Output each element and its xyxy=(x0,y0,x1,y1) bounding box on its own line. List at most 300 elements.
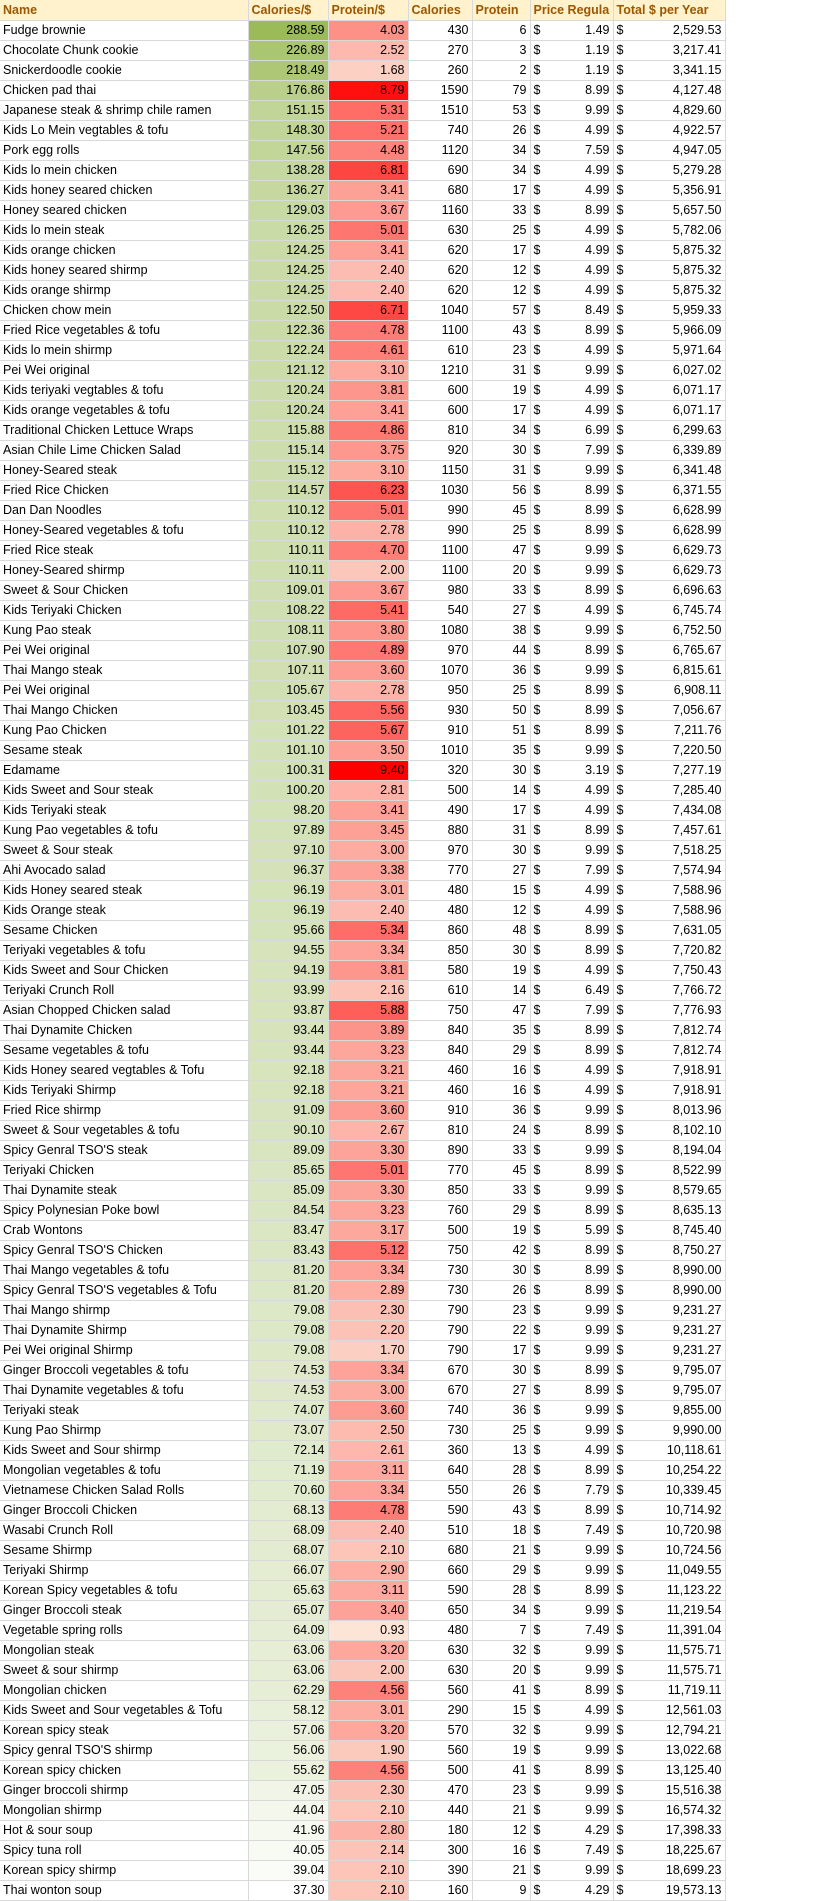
cell-name[interactable]: Edamame xyxy=(0,760,248,780)
cell-protein[interactable]: 24 xyxy=(472,1120,530,1140)
cell-name[interactable]: Spicy tuna roll xyxy=(0,1840,248,1860)
cell-protein[interactable]: 27 xyxy=(472,600,530,620)
cell-total-per-year[interactable] xyxy=(613,1720,725,1740)
cell-total-per-year[interactable] xyxy=(613,1460,725,1480)
cell-calories-per-dollar[interactable]: 83.47 xyxy=(248,1220,328,1240)
cell-protein[interactable]: 25 xyxy=(472,520,530,540)
cell-protein[interactable]: 19 xyxy=(472,960,530,980)
cell-protein[interactable]: 12 xyxy=(472,260,530,280)
cell-price[interactable] xyxy=(530,1360,613,1380)
cell-protein-per-dollar[interactable]: 1.90 xyxy=(328,1740,408,1760)
cell-calories-per-dollar[interactable]: 122.36 xyxy=(248,320,328,340)
cell-protein[interactable]: 30 xyxy=(472,1360,530,1380)
cell-calories[interactable]: 550 xyxy=(408,1480,472,1500)
cell-price[interactable] xyxy=(530,1200,613,1220)
cell-total-per-year[interactable] xyxy=(613,1620,725,1640)
cell-protein[interactable]: 44 xyxy=(472,640,530,660)
cell-protein-per-dollar[interactable]: 4.48 xyxy=(328,140,408,160)
cell-calories-per-dollar[interactable]: 37.30 xyxy=(248,1880,328,1900)
cell-price[interactable] xyxy=(530,620,613,640)
cell-protein-per-dollar[interactable]: 5.88 xyxy=(328,1000,408,1020)
cell-protein-per-dollar[interactable]: 3.67 xyxy=(328,580,408,600)
cell-calories-per-dollar[interactable]: 124.25 xyxy=(248,280,328,300)
cell-protein[interactable]: 30 xyxy=(472,1260,530,1280)
cell-protein-per-dollar[interactable]: 4.03 xyxy=(328,20,408,40)
cell-total-per-year[interactable] xyxy=(613,340,725,360)
cell-calories-per-dollar[interactable]: 55.62 xyxy=(248,1760,328,1780)
cell-calories-per-dollar[interactable]: 100.31 xyxy=(248,760,328,780)
cell-protein-per-dollar[interactable]: 3.10 xyxy=(328,360,408,380)
cell-protein-per-dollar[interactable]: 3.81 xyxy=(328,960,408,980)
cell-protein[interactable]: 23 xyxy=(472,1300,530,1320)
cell-total-per-year[interactable] xyxy=(613,1380,725,1400)
header-price[interactable]: Price Regula xyxy=(530,0,613,20)
cell-price[interactable] xyxy=(530,1440,613,1460)
cell-protein[interactable]: 34 xyxy=(472,160,530,180)
cell-calories[interactable]: 510 xyxy=(408,1520,472,1540)
cell-protein-per-dollar[interactable]: 2.40 xyxy=(328,900,408,920)
cell-name[interactable]: Kids lo mein chicken xyxy=(0,160,248,180)
cell-protein-per-dollar[interactable]: 2.16 xyxy=(328,980,408,1000)
cell-protein-per-dollar[interactable]: 3.10 xyxy=(328,460,408,480)
cell-total-per-year[interactable] xyxy=(613,260,725,280)
cell-price[interactable] xyxy=(530,600,613,620)
cell-calories-per-dollar[interactable]: 58.12 xyxy=(248,1700,328,1720)
cell-protein[interactable]: 32 xyxy=(472,1640,530,1660)
cell-price[interactable] xyxy=(530,980,613,1000)
cell-price[interactable] xyxy=(530,1060,613,1080)
cell-total-per-year[interactable] xyxy=(613,520,725,540)
cell-calories[interactable]: 760 xyxy=(408,1200,472,1220)
cell-protein-per-dollar[interactable]: 5.41 xyxy=(328,600,408,620)
cell-price[interactable] xyxy=(530,880,613,900)
cell-calories[interactable]: 290 xyxy=(408,1700,472,1720)
cell-calories[interactable]: 1100 xyxy=(408,560,472,580)
cell-calories[interactable]: 390 xyxy=(408,1860,472,1880)
cell-protein[interactable]: 34 xyxy=(472,140,530,160)
cell-name[interactable]: Ginger Broccoli vegetables & tofu xyxy=(0,1360,248,1380)
cell-calories[interactable]: 740 xyxy=(408,1400,472,1420)
cell-protein-per-dollar[interactable]: 3.21 xyxy=(328,1080,408,1100)
cell-calories[interactable]: 560 xyxy=(408,1740,472,1760)
cell-protein-per-dollar[interactable]: 4.86 xyxy=(328,420,408,440)
cell-total-per-year[interactable] xyxy=(613,1020,725,1040)
cell-total-per-year[interactable] xyxy=(613,1180,725,1200)
cell-protein-per-dollar[interactable]: 2.90 xyxy=(328,1560,408,1580)
cell-protein[interactable]: 29 xyxy=(472,1040,530,1060)
cell-total-per-year[interactable] xyxy=(613,760,725,780)
cell-price[interactable] xyxy=(530,960,613,980)
cell-protein[interactable]: 30 xyxy=(472,940,530,960)
cell-protein[interactable]: 17 xyxy=(472,800,530,820)
cell-calories-per-dollar[interactable]: 74.07 xyxy=(248,1400,328,1420)
cell-protein-per-dollar[interactable]: 4.89 xyxy=(328,640,408,660)
cell-calories[interactable]: 620 xyxy=(408,260,472,280)
cell-price[interactable] xyxy=(530,1840,613,1860)
cell-calories[interactable]: 360 xyxy=(408,1440,472,1460)
cell-price[interactable] xyxy=(530,100,613,120)
cell-name[interactable]: Kids Honey seared vegtables & Tofu xyxy=(0,1060,248,1080)
cell-price[interactable] xyxy=(530,920,613,940)
cell-price[interactable] xyxy=(530,1640,613,1660)
cell-calories[interactable]: 630 xyxy=(408,1660,472,1680)
cell-total-per-year[interactable] xyxy=(613,800,725,820)
cell-protein-per-dollar[interactable]: 3.41 xyxy=(328,800,408,820)
cell-name[interactable]: Sesame vegetables & tofu xyxy=(0,1040,248,1060)
cell-protein[interactable]: 42 xyxy=(472,1240,530,1260)
cell-protein[interactable]: 14 xyxy=(472,780,530,800)
cell-protein-per-dollar[interactable]: 5.01 xyxy=(328,1160,408,1180)
cell-protein[interactable]: 31 xyxy=(472,360,530,380)
cell-calories-per-dollar[interactable]: 93.99 xyxy=(248,980,328,1000)
cell-protein[interactable]: 33 xyxy=(472,1180,530,1200)
cell-protein[interactable]: 21 xyxy=(472,1800,530,1820)
cell-calories[interactable]: 730 xyxy=(408,1420,472,1440)
cell-calories[interactable]: 580 xyxy=(408,960,472,980)
cell-name[interactable]: Ginger Broccoli steak xyxy=(0,1600,248,1620)
cell-total-per-year[interactable] xyxy=(613,1100,725,1120)
cell-total-per-year[interactable] xyxy=(613,560,725,580)
cell-name[interactable]: Sweet & Sour Chicken xyxy=(0,580,248,600)
cell-total-per-year[interactable] xyxy=(613,280,725,300)
cell-name[interactable]: Kids orange vegetables & tofu xyxy=(0,400,248,420)
cell-price[interactable] xyxy=(530,720,613,740)
cell-calories[interactable]: 1070 xyxy=(408,660,472,680)
cell-total-per-year[interactable] xyxy=(613,1640,725,1660)
cell-protein[interactable]: 19 xyxy=(472,380,530,400)
cell-protein-per-dollar[interactable]: 5.12 xyxy=(328,1240,408,1260)
cell-calories[interactable]: 620 xyxy=(408,280,472,300)
cell-name[interactable]: Sweet & sour shirmp xyxy=(0,1660,248,1680)
cell-protein-per-dollar[interactable]: 4.78 xyxy=(328,1500,408,1520)
cell-total-per-year[interactable] xyxy=(613,940,725,960)
cell-calories[interactable]: 1210 xyxy=(408,360,472,380)
cell-calories[interactable]: 1160 xyxy=(408,200,472,220)
cell-protein-per-dollar[interactable]: 4.70 xyxy=(328,540,408,560)
cell-total-per-year[interactable] xyxy=(613,1080,725,1100)
cell-protein-per-dollar[interactable]: 3.20 xyxy=(328,1640,408,1660)
cell-price[interactable] xyxy=(530,1880,613,1900)
cell-name[interactable]: Kids orange chicken xyxy=(0,240,248,260)
cell-protein[interactable]: 43 xyxy=(472,320,530,340)
cell-price[interactable] xyxy=(530,260,613,280)
cell-calories[interactable]: 500 xyxy=(408,1760,472,1780)
cell-protein-per-dollar[interactable]: 2.10 xyxy=(328,1540,408,1560)
cell-calories[interactable]: 950 xyxy=(408,680,472,700)
cell-protein-per-dollar[interactable]: 2.10 xyxy=(328,1860,408,1880)
cell-name[interactable]: Thai Dynamite steak xyxy=(0,1180,248,1200)
cell-price[interactable] xyxy=(530,1280,613,1300)
cell-price[interactable] xyxy=(530,1760,613,1780)
cell-protein[interactable]: 48 xyxy=(472,920,530,940)
cell-price[interactable] xyxy=(530,220,613,240)
header-protein-per-dollar[interactable]: Protein/$ xyxy=(328,0,408,20)
cell-protein-per-dollar[interactable]: 1.70 xyxy=(328,1340,408,1360)
cell-calories[interactable]: 590 xyxy=(408,1580,472,1600)
cell-total-per-year[interactable] xyxy=(613,1000,725,1020)
cell-total-per-year[interactable] xyxy=(613,1060,725,1080)
cell-name[interactable]: Kids Sweet and Sour shirmp xyxy=(0,1440,248,1460)
cell-price[interactable] xyxy=(530,900,613,920)
cell-name[interactable]: Pei Wei original xyxy=(0,680,248,700)
cell-price[interactable] xyxy=(530,680,613,700)
cell-calories-per-dollar[interactable]: 70.60 xyxy=(248,1480,328,1500)
cell-calories-per-dollar[interactable]: 93.87 xyxy=(248,1000,328,1020)
cell-total-per-year[interactable] xyxy=(613,120,725,140)
cell-protein-per-dollar[interactable]: 5.67 xyxy=(328,720,408,740)
cell-price[interactable] xyxy=(530,20,613,40)
cell-calories[interactable]: 630 xyxy=(408,220,472,240)
cell-protein-per-dollar[interactable]: 3.23 xyxy=(328,1040,408,1060)
cell-calories-per-dollar[interactable]: 108.11 xyxy=(248,620,328,640)
cell-price[interactable] xyxy=(530,1040,613,1060)
cell-calories[interactable]: 740 xyxy=(408,120,472,140)
cell-protein-per-dollar[interactable]: 3.45 xyxy=(328,820,408,840)
cell-name[interactable]: Honey-Seared steak xyxy=(0,460,248,480)
cell-protein-per-dollar[interactable]: 1.68 xyxy=(328,60,408,80)
cell-calories[interactable]: 160 xyxy=(408,1880,472,1900)
cell-price[interactable] xyxy=(530,1240,613,1260)
cell-calories-per-dollar[interactable]: 148.30 xyxy=(248,120,328,140)
cell-protein[interactable]: 20 xyxy=(472,560,530,580)
cell-price[interactable] xyxy=(530,500,613,520)
cell-name[interactable]: Korean spicy chicken xyxy=(0,1760,248,1780)
cell-protein[interactable]: 35 xyxy=(472,740,530,760)
cell-protein-per-dollar[interactable]: 3.34 xyxy=(328,940,408,960)
cell-price[interactable] xyxy=(530,1660,613,1680)
cell-name[interactable]: Thai Mango steak xyxy=(0,660,248,680)
cell-calories-per-dollar[interactable]: 101.10 xyxy=(248,740,328,760)
cell-name[interactable]: Hot & sour soup xyxy=(0,1820,248,1840)
cell-protein[interactable]: 14 xyxy=(472,980,530,1000)
cell-protein-per-dollar[interactable]: 2.30 xyxy=(328,1780,408,1800)
cell-total-per-year[interactable] xyxy=(613,1260,725,1280)
cell-calories[interactable]: 430 xyxy=(408,20,472,40)
cell-name[interactable]: Teriyaki Crunch Roll xyxy=(0,980,248,1000)
cell-price[interactable] xyxy=(530,1720,613,1740)
cell-total-per-year[interactable] xyxy=(613,400,725,420)
cell-price[interactable] xyxy=(530,1320,613,1340)
cell-calories-per-dollar[interactable]: 129.03 xyxy=(248,200,328,220)
cell-name[interactable]: Asian Chile Lime Chicken Salad xyxy=(0,440,248,460)
cell-name[interactable]: Kids lo mein shirmp xyxy=(0,340,248,360)
cell-protein-per-dollar[interactable]: 3.01 xyxy=(328,880,408,900)
cell-name[interactable]: Chicken chow mein xyxy=(0,300,248,320)
cell-protein-per-dollar[interactable]: 3.67 xyxy=(328,200,408,220)
cell-price[interactable] xyxy=(530,800,613,820)
cell-price[interactable] xyxy=(530,200,613,220)
cell-calories-per-dollar[interactable]: 84.54 xyxy=(248,1200,328,1220)
cell-name[interactable]: Kung Pao Chicken xyxy=(0,720,248,740)
cell-protein-per-dollar[interactable]: 2.10 xyxy=(328,1880,408,1900)
cell-calories-per-dollar[interactable]: 114.57 xyxy=(248,480,328,500)
cell-name[interactable]: Spicy Genral TSO'S vegetables & Tofu xyxy=(0,1280,248,1300)
cell-total-per-year[interactable] xyxy=(613,1420,725,1440)
cell-protein-per-dollar[interactable]: 6.23 xyxy=(328,480,408,500)
cell-price[interactable] xyxy=(530,1560,613,1580)
cell-calories[interactable]: 970 xyxy=(408,640,472,660)
cell-total-per-year[interactable] xyxy=(613,1840,725,1860)
cell-calories-per-dollar[interactable]: 122.50 xyxy=(248,300,328,320)
cell-protein[interactable]: 57 xyxy=(472,300,530,320)
cell-calories[interactable]: 930 xyxy=(408,700,472,720)
cell-price[interactable] xyxy=(530,940,613,960)
cell-total-per-year[interactable] xyxy=(613,1860,725,1880)
cell-total-per-year[interactable] xyxy=(613,1560,725,1580)
cell-calories-per-dollar[interactable]: 81.20 xyxy=(248,1280,328,1300)
cell-protein-per-dollar[interactable]: 3.60 xyxy=(328,1100,408,1120)
cell-calories-per-dollar[interactable]: 115.14 xyxy=(248,440,328,460)
cell-total-per-year[interactable] xyxy=(613,40,725,60)
cell-price[interactable] xyxy=(530,700,613,720)
cell-price[interactable] xyxy=(530,1220,613,1240)
cell-calories[interactable]: 1040 xyxy=(408,300,472,320)
cell-total-per-year[interactable] xyxy=(613,1300,725,1320)
cell-calories[interactable]: 460 xyxy=(408,1080,472,1100)
cell-total-per-year[interactable] xyxy=(613,360,725,380)
cell-calories-per-dollar[interactable]: 85.09 xyxy=(248,1180,328,1200)
cell-calories[interactable]: 730 xyxy=(408,1260,472,1280)
cell-protein[interactable]: 12 xyxy=(472,900,530,920)
cell-calories-per-dollar[interactable]: 176.86 xyxy=(248,80,328,100)
cell-protein-per-dollar[interactable]: 4.56 xyxy=(328,1760,408,1780)
cell-name[interactable]: Mongolian chicken xyxy=(0,1680,248,1700)
cell-price[interactable] xyxy=(530,1020,613,1040)
cell-protein[interactable]: 35 xyxy=(472,1020,530,1040)
cell-total-per-year[interactable] xyxy=(613,780,725,800)
cell-total-per-year[interactable] xyxy=(613,540,725,560)
cell-protein[interactable]: 34 xyxy=(472,1600,530,1620)
cell-protein-per-dollar[interactable]: 2.40 xyxy=(328,260,408,280)
cell-total-per-year[interactable] xyxy=(613,180,725,200)
cell-calories-per-dollar[interactable]: 83.43 xyxy=(248,1240,328,1260)
cell-name[interactable]: Kids Teriyaki Chicken xyxy=(0,600,248,620)
cell-name[interactable]: Kids Sweet and Sour steak xyxy=(0,780,248,800)
cell-protein-per-dollar[interactable]: 3.80 xyxy=(328,620,408,640)
cell-calories-per-dollar[interactable]: 89.09 xyxy=(248,1140,328,1160)
cell-calories-per-dollar[interactable]: 100.20 xyxy=(248,780,328,800)
cell-total-per-year[interactable] xyxy=(613,1400,725,1420)
cell-price[interactable] xyxy=(530,380,613,400)
cell-calories[interactable]: 180 xyxy=(408,1820,472,1840)
cell-total-per-year[interactable] xyxy=(613,420,725,440)
cell-calories[interactable]: 750 xyxy=(408,1240,472,1260)
cell-calories[interactable]: 920 xyxy=(408,440,472,460)
cell-name[interactable]: Pei Wei original xyxy=(0,360,248,380)
cell-calories[interactable]: 970 xyxy=(408,840,472,860)
cell-total-per-year[interactable] xyxy=(613,1320,725,1340)
cell-protein-per-dollar[interactable]: 3.50 xyxy=(328,740,408,760)
cell-protein[interactable]: 36 xyxy=(472,1100,530,1120)
cell-protein[interactable]: 16 xyxy=(472,1060,530,1080)
cell-name[interactable]: Pork egg rolls xyxy=(0,140,248,160)
cell-protein[interactable]: 17 xyxy=(472,180,530,200)
cell-protein-per-dollar[interactable]: 5.31 xyxy=(328,100,408,120)
cell-name[interactable]: Thai wonton soup xyxy=(0,1880,248,1900)
cell-calories[interactable]: 460 xyxy=(408,1060,472,1080)
cell-calories[interactable]: 590 xyxy=(408,1500,472,1520)
cell-protein-per-dollar[interactable]: 3.23 xyxy=(328,1200,408,1220)
cell-calories[interactable]: 1030 xyxy=(408,480,472,500)
cell-calories[interactable]: 660 xyxy=(408,1560,472,1580)
cell-price[interactable] xyxy=(530,120,613,140)
cell-total-per-year[interactable] xyxy=(613,660,725,680)
cell-calories-per-dollar[interactable]: 40.05 xyxy=(248,1840,328,1860)
cell-price[interactable] xyxy=(530,80,613,100)
cell-name[interactable]: Ginger Broccoli Chicken xyxy=(0,1500,248,1520)
cell-calories-per-dollar[interactable]: 110.12 xyxy=(248,520,328,540)
cell-name[interactable]: Honey-Seared shirmp xyxy=(0,560,248,580)
cell-name[interactable]: Fried Rice steak xyxy=(0,540,248,560)
cell-total-per-year[interactable] xyxy=(613,1740,725,1760)
cell-calories-per-dollar[interactable]: 66.07 xyxy=(248,1560,328,1580)
cell-protein-per-dollar[interactable]: 2.00 xyxy=(328,1660,408,1680)
cell-protein[interactable]: 23 xyxy=(472,340,530,360)
cell-name[interactable]: Pei Wei original Shirmp xyxy=(0,1340,248,1360)
cell-name[interactable]: Mongolian shirmp xyxy=(0,1800,248,1820)
cell-calories-per-dollar[interactable]: 97.89 xyxy=(248,820,328,840)
cell-price[interactable] xyxy=(530,660,613,680)
cell-protein[interactable]: 45 xyxy=(472,500,530,520)
cell-protein[interactable]: 47 xyxy=(472,1000,530,1020)
cell-total-per-year[interactable] xyxy=(613,80,725,100)
cell-price[interactable] xyxy=(530,580,613,600)
cell-protein-per-dollar[interactable]: 3.75 xyxy=(328,440,408,460)
cell-name[interactable]: Sweet & Sour vegetables & tofu xyxy=(0,1120,248,1140)
cell-calories-per-dollar[interactable]: 56.06 xyxy=(248,1740,328,1760)
cell-protein[interactable]: 79 xyxy=(472,80,530,100)
cell-protein[interactable]: 17 xyxy=(472,240,530,260)
cell-protein-per-dollar[interactable]: 2.67 xyxy=(328,1120,408,1140)
cell-price[interactable] xyxy=(530,1600,613,1620)
cell-calories-per-dollar[interactable]: 105.67 xyxy=(248,680,328,700)
cell-calories[interactable]: 440 xyxy=(408,1800,472,1820)
cell-calories-per-dollar[interactable]: 79.08 xyxy=(248,1300,328,1320)
cell-calories[interactable]: 850 xyxy=(408,1180,472,1200)
cell-calories-per-dollar[interactable]: 47.05 xyxy=(248,1780,328,1800)
cell-total-per-year[interactable] xyxy=(613,700,725,720)
cell-protein[interactable]: 17 xyxy=(472,400,530,420)
cell-calories[interactable]: 790 xyxy=(408,1320,472,1340)
cell-calories-per-dollar[interactable]: 103.45 xyxy=(248,700,328,720)
cell-protein[interactable]: 26 xyxy=(472,1280,530,1300)
cell-calories[interactable]: 560 xyxy=(408,1680,472,1700)
cell-protein[interactable]: 19 xyxy=(472,1220,530,1240)
cell-name[interactable]: Kids Orange steak xyxy=(0,900,248,920)
header-protein[interactable]: Protein xyxy=(472,0,530,20)
cell-total-per-year[interactable] xyxy=(613,1880,725,1900)
cell-calories-per-dollar[interactable]: 64.09 xyxy=(248,1620,328,1640)
cell-calories[interactable]: 770 xyxy=(408,860,472,880)
cell-price[interactable] xyxy=(530,340,613,360)
cell-calories[interactable]: 770 xyxy=(408,1160,472,1180)
cell-price[interactable] xyxy=(530,300,613,320)
cell-total-per-year[interactable] xyxy=(613,20,725,40)
cell-price[interactable] xyxy=(530,820,613,840)
cell-price[interactable] xyxy=(530,1580,613,1600)
cell-total-per-year[interactable] xyxy=(613,880,725,900)
cell-protein-per-dollar[interactable]: 5.34 xyxy=(328,920,408,940)
cell-name[interactable]: Kids honey seared chicken xyxy=(0,180,248,200)
cell-protein-per-dollar[interactable]: 6.71 xyxy=(328,300,408,320)
cell-calories-per-dollar[interactable]: 288.59 xyxy=(248,20,328,40)
cell-name[interactable]: Thai Mango shirmp xyxy=(0,1300,248,1320)
cell-calories-per-dollar[interactable]: 126.25 xyxy=(248,220,328,240)
cell-calories-per-dollar[interactable]: 109.01 xyxy=(248,580,328,600)
cell-protein[interactable]: 34 xyxy=(472,420,530,440)
cell-total-per-year[interactable] xyxy=(613,1280,725,1300)
cell-total-per-year[interactable] xyxy=(613,100,725,120)
